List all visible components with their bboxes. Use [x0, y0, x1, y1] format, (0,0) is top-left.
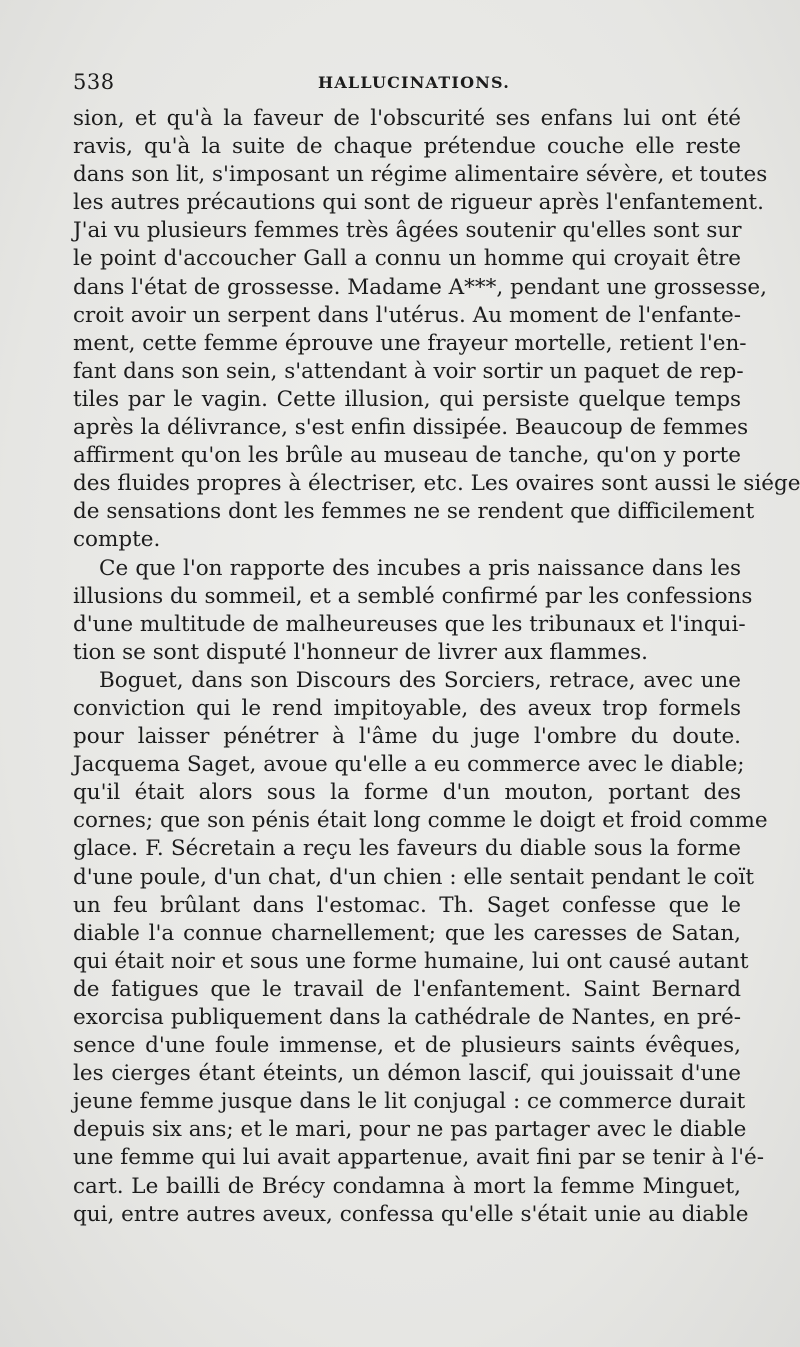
page-header: [73, 70, 741, 100]
text-line: Boguet, dans son Discours des Sorciers, retrace, avec une: [99, 667, 741, 693]
text-line: depuis six ans; et le mari, pour ne pas partager avec le diable: [73, 1117, 747, 1143]
text-line: qui était noir et sous une forme humaine, lui ont causé autant: [73, 948, 749, 974]
text-line: des fluides propres à électriser, etc. Les ovaires sont aussi le siége: [73, 471, 800, 497]
text-line: ravis, qu'à la suite de chaque prétendue couche elle reste: [73, 134, 741, 160]
text-line: tion se sont disputé l'honneur de livrer aux flammes.: [73, 639, 648, 665]
text-line: de fatigues que le travail de l'enfantement. Saint Bernard: [73, 976, 741, 1002]
text-line: d'une multitude de malheureuses que les tribunaux et l'inqui-: [73, 611, 746, 637]
text-line: illusions du sommeil, et a semblé confirmé par les confessions: [73, 583, 753, 609]
page-number: 538: [73, 70, 115, 94]
text-line: diable l'a connue charnellement; que les caresses de Satan,: [73, 920, 741, 946]
text-line: le point d'accoucher Gall a connu un homme qui croyait être: [73, 246, 741, 272]
text-line: dans l'état de grossesse. Madame A***, pendant une grossesse,: [73, 274, 767, 300]
text-line: après la délivrance, s'est enfin dissipée. Beaucoup de femmes: [73, 415, 749, 441]
text-line: affirment qu'on les brûle au museau de tanche, qu'on y porte: [73, 443, 741, 469]
text-line: jeune femme jusque dans le lit conjugal : ce commerce durait: [73, 1089, 746, 1115]
text-line: qu'il était alors sous la forme d'un mouton, portant des: [73, 780, 741, 806]
text-line: conviction qui le rend impitoyable, des aveux trop formels: [73, 695, 741, 721]
text-line: ment, cette femme éprouve une frayeur mortelle, retient l'en-: [73, 330, 747, 356]
text-line: croit avoir un serpent dans l'utérus. Au moment de l'enfante-: [73, 302, 741, 328]
text-line: une femme qui lui avait appartenue, avait fini par se tenir à l'é-: [73, 1145, 764, 1171]
text-line: d'une poule, d'un chat, d'un chien : elle sentait pendant le coït: [73, 864, 755, 890]
text-line: sence d'une foule immense, et de plusieurs saints évêques,: [73, 1033, 741, 1059]
text-line: Ce que l'on rapporte des incubes a pris naissance dans les: [99, 555, 741, 581]
text-line: glace. F. Sécretain a reçu les faveurs du diable sous la forme: [73, 836, 741, 862]
text-line: pour laisser pénétrer à l'âme du juge l'ombre du doute.: [73, 724, 741, 750]
text-line: les cierges étant éteints, un démon lascif, qui jouissait d'une: [73, 1061, 741, 1087]
text-line: tiles par le vagin. Cette illusion, qui persiste quelque temps: [73, 386, 741, 412]
text-line: cornes; que son pénis était long comme le doigt et froid comme: [73, 808, 768, 834]
text-line: compte.: [73, 527, 161, 553]
text-line: exorcisa publiquement dans la cathédrale de Nantes, en pré-: [73, 1005, 741, 1030]
text-line: Jacquema Saget, avoue qu'elle a eu commerce avec le diable;: [73, 752, 745, 778]
text-line: fant dans son sein, s'attendant à voir sortir un paquet de rep-: [73, 358, 744, 384]
text-line: de sensations dont les femmes ne se rendent que difficilement: [73, 499, 755, 525]
text-line: cart. Le bailli de Brécy condamna à mort la femme Minguet,: [73, 1173, 741, 1199]
text-line: un feu brûlant dans l'estomac. Th. Saget confesse que le: [73, 892, 741, 918]
text-line: dans son lit, s'imposant un régime alimentaire sévère, et toutes: [73, 162, 768, 188]
text-line: sion, et qu'à la faveur de l'obscurité ses enfans lui ont été: [73, 106, 741, 131]
text-line: qui, entre autres aveux, confessa qu'elle s'était unie au diable: [73, 1201, 749, 1227]
text-line: les autres précautions qui sont de rigueur après l'enfantement.: [73, 190, 764, 216]
text-line: J'ai vu plusieurs femmes très âgées soutenir qu'elles sont sur: [73, 218, 742, 244]
running-title: HALLUCINATIONS.: [318, 73, 510, 92]
body-text: [73, 105, 800, 1229]
